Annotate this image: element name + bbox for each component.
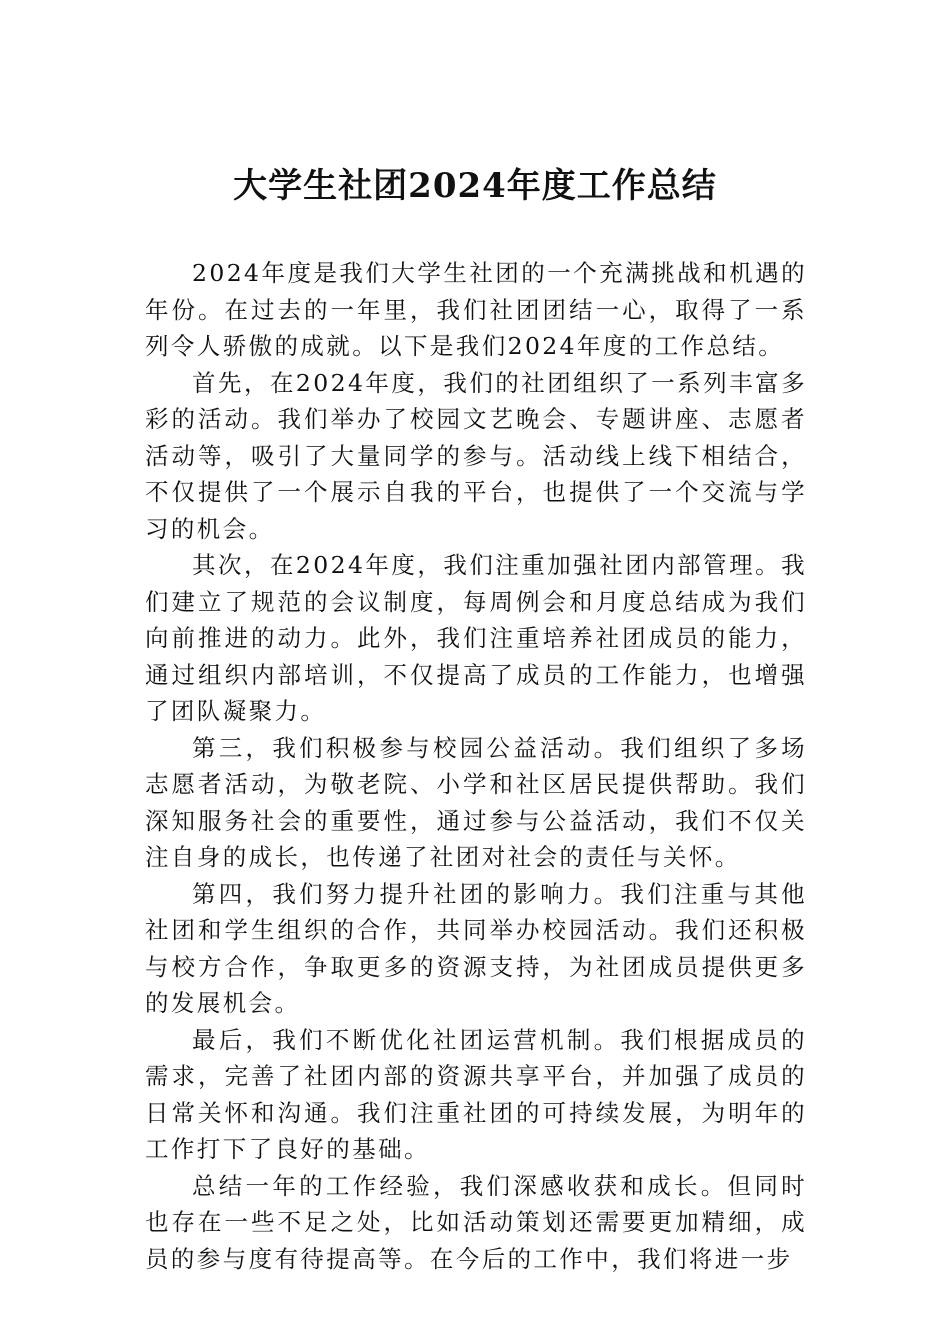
paragraph-management: 其次，在2024年度，我们注重加强社团内部管理。我们建立了规范的会议制度，每周例会和月度总结成为我们向前推进的动力。此外，我们注重培养社团成员的能力，通过组织内部培训，不仅提高了成员的工作能力，也增强了团队凝聚力。 [145,551,807,725]
paragraph-influence: 第四，我们努力提升社团的影响力。我们注重与其他社团和学生组织的合作，共同举办校园活动。我们还积极与校方合作，争取更多的资源支持，为社团成员提供更多的发展机会。 [145,879,807,1017]
document-title: 大学生社团2024年度工作总结 [233,166,717,206]
paragraph-operations: 最后，我们不断优化社团运营机制。我们根据成员的需求，完善了社团内部的资源共享平台，并加强了成员的日常关怀和沟通。我们注重社团的可持续发展，为明年的工作打下了良好的基础。 [145,1025,807,1163]
paragraph-public-welfare: 第三，我们积极参与校园公益活动。我们组织了多场志愿者活动，为敬老院、小学和社区居民提供帮助。我们深知服务社会的重要性，通过参与公益活动，我们不仅关注自身的成长，也传递了社团对社会的责任与关怀。 [145,733,807,871]
paragraph-activities: 首先，在2024年度，我们的社团组织了一系列丰富多彩的活动。我们举办了校园文艺晚会、专题讲座、志愿者活动等，吸引了大量同学的参与。活动线上线下相结合，不仅提供了一个展示自我的平台，也提供了一个交流与学习的机会。 [145,368,807,543]
document-body [145,255,807,1277]
paragraph-summary: 总结一年的工作经验，我们深感收获和成长。但同时也存在一些不足之处，比如活动策划还需要更加精细，成员的参与度有待提高等。在今后的工作中，我们将进一步 [145,1171,807,1273]
paragraph-intro: 2024年度是我们大学生社团的一个充满挑战和机遇的年份。在过去的一年里，我们社团团结一心，取得了一系列令人骄傲的成就。以下是我们2024年度的工作总结。 [145,259,807,360]
